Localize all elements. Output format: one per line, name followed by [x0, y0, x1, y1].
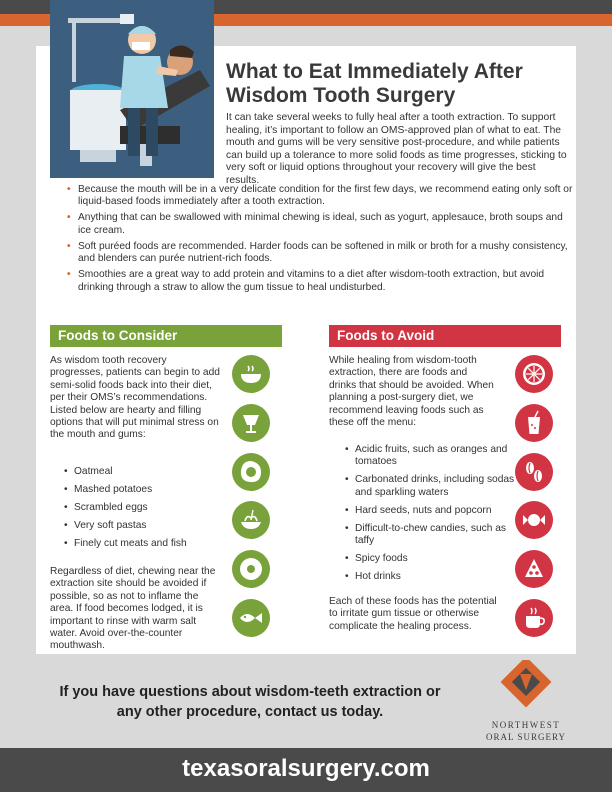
avoid-intro: While healing from wisdom-tooth extraction, there are foods and drinks that should be avoided. When planning a post-surgery diet, we recommend leaving foods such as these off the menu:	[329, 355, 494, 429]
avoid-item: • Carbonated drinks, including sodas and sparkling waters	[355, 474, 515, 499]
candy-icon	[515, 501, 553, 539]
orange-slice-icon	[515, 355, 553, 393]
key-point: • Because the mouth will be in a very delicate condition for the first few days, we recommend eating only soft or liquid-based foods immediately after a tooth extraction.	[78, 184, 578, 209]
avoid-item: • Acidic fruits, such as oranges and tomatoes	[355, 444, 515, 469]
page-title: What to Eat Immediately After Wisdom Tooth Surgery	[226, 60, 523, 107]
consider-item: • Finely cut meats and fish	[74, 538, 234, 550]
fish-icon	[232, 599, 270, 637]
hot-drink-icon	[515, 599, 553, 637]
key-point: • Anything that can be swallowed with minimal chewing is ideal, such as yogurt, applesauce, broth soups and ice cream.	[78, 212, 578, 237]
northwest-oral-surgery-logo	[470, 660, 582, 746]
avoid-list	[343, 444, 515, 589]
contact-call-to-action: If you have questions about wisdom-teeth extraction or any other procedure, contact us today.	[59, 684, 441, 720]
key-point: • Smoothies are a great way to add protein and vitamins to a diet after wisdom-tooth extraction, but avoid drinking through a straw to allow the gum tissue to heal undisturbed.	[78, 269, 578, 294]
intro-paragraph: It can take several weeks to fully heal after a tooth extraction. To support healing, it’s important to follow an OMS-approved plan of what to eat. The mouth and gums will be very sensitive post-procedure, and while patients can build up a tolerance to more solid foods as time progresses, sticking to very soft or liquid options throughout your recovery will give the best results.	[226, 112, 567, 186]
consider-item: • Scrambled eggs	[74, 502, 234, 514]
pudding-cup-icon	[232, 404, 270, 442]
consider-outro: Regardless of diet, chewing near the extraction site should be avoided if possible, so as not to inflame the area. If food becomes lodged, it is important to rinse with warm salt water. Avoid over-the-counter mouthwash.	[50, 566, 216, 652]
dentist-chair-image	[50, 0, 214, 178]
consider-icons	[232, 355, 272, 648]
consider-item: • Oatmeal	[74, 466, 234, 478]
foods-to-avoid-heading: Foods to Avoid	[329, 325, 561, 347]
avoid-item: • Hot drinks	[355, 571, 515, 583]
website-link[interactable]: texasoralsurgery.com	[182, 755, 430, 782]
consider-intro: As wisdom tooth recovery progresses, patients can begin to add semi-solid foods back into their diet, per their OMS’s recommendations. Listed below are hearty and filling options that will put minimal stress on the mouth and gums:	[50, 355, 220, 441]
avoid-item: • Hard seeds, nuts and popcorn	[355, 505, 515, 517]
soup-bowl-icon	[232, 355, 270, 393]
pasta-icon	[232, 501, 270, 539]
consider-list	[62, 466, 234, 556]
fried-egg-icon	[232, 453, 270, 491]
dentist-illustration	[50, 0, 214, 178]
avoid-item: • Difficult-to-chew candies, such as taffy	[355, 523, 515, 548]
consider-item: • Very soft pastas	[74, 520, 234, 532]
key-point: • Soft puréed foods are recommended. Harder foods can be softened in milk or broth for a mushy consistency, and blenders can purée nutrient-rich foods.	[78, 241, 578, 266]
avoid-icons	[515, 355, 555, 648]
logo-name: NORTHWEST	[491, 720, 561, 730]
logo-subtitle: ORAL SURGERY	[486, 732, 566, 742]
logo-mark	[470, 660, 582, 720]
soda-cup-icon	[515, 404, 553, 442]
foods-to-consider-heading: Foods to Consider	[50, 325, 282, 347]
consider-item: • Mashed potatoes	[74, 484, 234, 496]
donut-icon	[232, 550, 270, 588]
avoid-outro: Each of these foods has the potential to irritate gum tissue or otherwise complicate the healing process.	[329, 596, 497, 632]
coffee-beans-icon	[515, 453, 553, 491]
avoid-item: • Spicy foods	[355, 553, 515, 565]
key-points-list	[66, 184, 578, 298]
pizza-slice-icon	[515, 550, 553, 588]
